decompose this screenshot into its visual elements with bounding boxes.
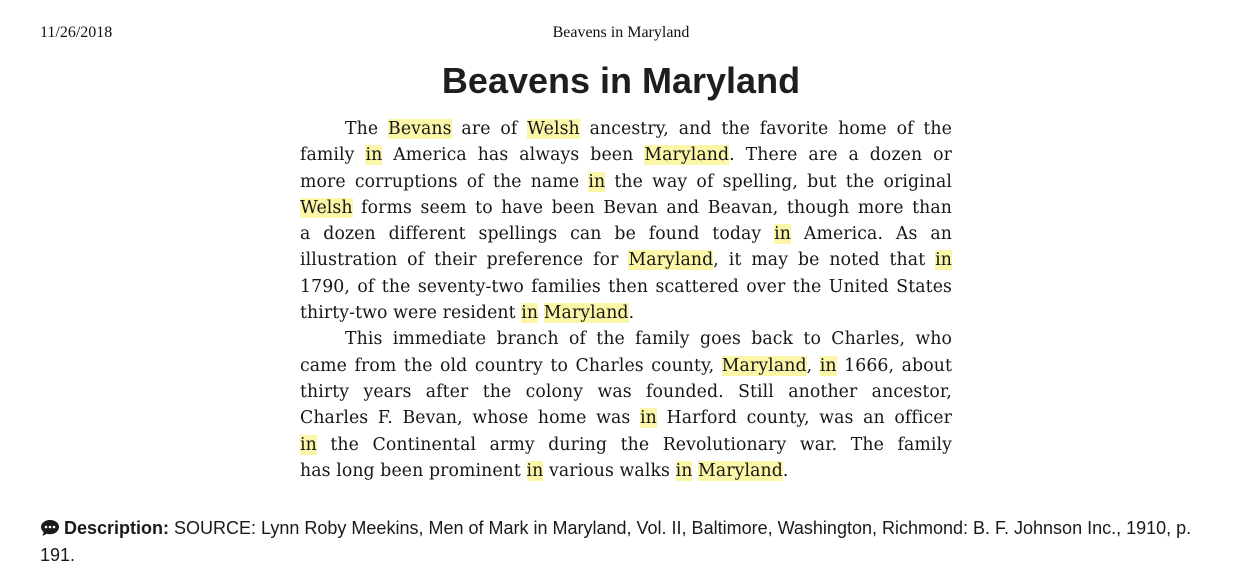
search-highlight: in [588,171,606,192]
scan-line: family in America has always been Maryland. There are a dozen or [300,145,952,166]
search-highlight: Maryland [543,303,629,324]
search-highlight: Maryland [721,355,807,376]
scan-line: came from the old country to Charles county, Maryland, in 1666, about [300,355,952,376]
description-label: Description: [64,518,170,538]
scan-line: 1790, of the seventy-two families then scattered over the United States [300,276,952,297]
search-highlight: in [521,303,539,324]
scan-line: This immediate branch of the family goes back to Charles, who [345,329,952,350]
scan-line: more corruptions of the name in the way of spelling, but the original [300,171,952,192]
search-highlight: in [675,460,693,481]
scan-line: thirty years after the colony was founded. Still another ancestor, [300,381,952,402]
description-text: SOURCE: Lynn Roby Meekins, Men of Mark in Maryland, Vol. II, Baltimore, Washington, Richmond: B. F. Johnson Inc., 1910, p. 191. [40,518,1192,565]
search-highlight: in [300,434,317,455]
description [40,516,1210,567]
scan-line: Welsh forms seem to have been Bevan and Beavan, though more than [300,197,952,218]
print-page-title: Beavens in Maryland [552,24,690,41]
scan-line: The Bevans are of Welsh ancestry, and the favorite home of the [345,119,952,139]
scan-line: Charles F. Bevan, whose home was in Harford county, was an officer [300,408,952,429]
print-date: 11/26/2018 [40,24,113,41]
scan-line: has long been prominent in various walks in Maryland. [300,460,789,481]
scanned-text-image [300,116,952,484]
page-title: Beavens in Maryland [441,60,801,101]
search-highlight: Bevans [388,119,452,139]
scan-line: illustration of their preference for Maryland, it may be noted that in [300,250,952,271]
search-highlight: in [365,145,383,166]
search-highlight: Maryland [698,460,783,481]
search-highlight: in [774,224,792,245]
scan-line: in the Continental army during the Revolutionary war. The family [300,434,952,455]
search-highlight: in [640,408,657,429]
search-highlight: Maryland [628,250,714,271]
search-highlight: in [935,250,952,271]
scan-line: thirty-two were resident in Maryland. [300,303,635,324]
search-highlight: Welsh [527,119,580,139]
scan-line: a dozen different spellings can be found today in America. As an [300,224,952,245]
search-highlight: in [526,460,544,481]
search-highlight: Welsh [300,197,353,218]
search-highlight: in [819,355,837,376]
print-header [40,24,1202,44]
search-highlight: Maryland [644,145,730,166]
comment-icon [40,519,60,543]
